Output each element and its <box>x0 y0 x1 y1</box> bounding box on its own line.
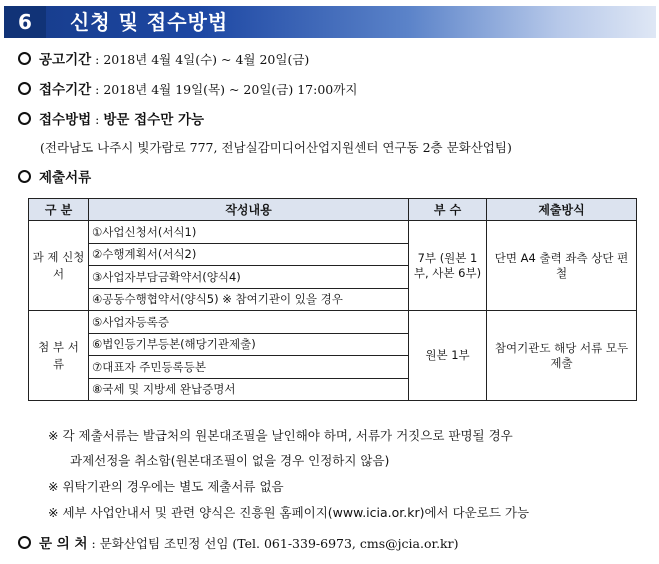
document-cell: ②수행계획서(서식2) <box>89 243 409 266</box>
copies-cell: 7부 (원본 1부, 사본 6부) <box>409 221 487 311</box>
application-method-value: 방문 접수만 가능 <box>103 112 205 128</box>
column-header: 부 수 <box>409 199 487 221</box>
bullet-icon <box>18 82 31 95</box>
document-cell: ⑦대표자 주민등록등본 <box>89 356 409 379</box>
category-cell: 첨 부 서 류 <box>29 311 89 401</box>
note-download: ※ 세부 사업안내서 및 관련 양식은 진흥원 홈페이지(www.icia.or.kr)에서 다운로드 가능 <box>48 505 530 520</box>
note-original-copy: ※ 각 제출서류는 발급처의 원본대조필을 날인해야 하며, 서류가 거짓으로 판명될 경우 <box>48 428 513 443</box>
documents-table <box>28 198 637 401</box>
documents-heading: 제출서류 <box>39 170 92 186</box>
method-cell: 참여기관도 해당 서류 모두 제출 <box>487 311 637 401</box>
bullet-icon <box>18 536 31 549</box>
application-period-row: 접수기간 : 2018년 4월 19일(목) ~ 20일(금) 17:00까지 <box>18 78 357 98</box>
note-consigned-agency: ※ 위탁기관의 경우에는 별도 제출서류 없음 <box>48 479 284 494</box>
column-header: 구 분 <box>29 199 89 221</box>
application-method-label: 접수방법 <box>39 112 92 128</box>
table-row <box>29 221 637 244</box>
bullet-icon <box>18 170 31 183</box>
contact-row: 문 의 처 : 문화산업팀 조민정 선임 (Tel. 061-339-6973, cms@jcia.or.kr) <box>18 532 458 552</box>
notice-period-label: 공고기간 <box>39 52 92 68</box>
document-cell: ⑥법인등기부등본(해당기관제출) <box>89 333 409 356</box>
submission-address: (전라남도 나주시 빛가람로 777, 전남실감미디어산업지원센터 연구동 2층 문화산업팀) <box>40 140 512 155</box>
document-cell: ①사업신청서(서식1) <box>89 221 409 244</box>
table-row <box>29 311 637 334</box>
bullet-icon <box>18 52 31 65</box>
document-cell: ⑧국세 및 지방세 완납증명서 <box>89 378 409 401</box>
application-method-row: 접수방법 : 방문 접수만 가능 <box>18 108 204 128</box>
table-header-row <box>29 199 637 221</box>
document-cell: ③사업자부담금확약서(양식4) <box>89 266 409 289</box>
section-number: 6 <box>4 6 46 38</box>
application-period-label: 접수기간 <box>39 82 92 98</box>
documents-heading-row <box>18 166 91 186</box>
method-cell: 단면 A4 출력 좌측 상단 편철 <box>487 221 637 311</box>
document-cell: ④공동수행협약서(양식5) ※ 참여기관이 있을 경우 <box>89 288 409 311</box>
notice-period-row: 공고기간 : 2018년 4월 4일(수) ~ 4월 20일(금) <box>18 48 309 68</box>
contact-value: 문화산업팀 조민정 선임 (Tel. 061-339-6973, cms@jcia.or.kr) <box>99 536 459 551</box>
column-header: 작성내용 <box>89 199 409 221</box>
note-original-copy-cont: 과제선정을 취소함(원본대조필이 없을 경우 인정하지 않음) <box>70 453 390 468</box>
document-cell: ⑤사업자등록증 <box>89 311 409 334</box>
application-period-value: 2018년 4월 19일(목) ~ 20일(금) 17:00까지 <box>103 82 358 97</box>
notice-period-value: 2018년 4월 4일(수) ~ 4월 20일(금) <box>103 52 310 67</box>
copies-cell: 원본 1부 <box>409 311 487 401</box>
bullet-icon <box>18 112 31 125</box>
contact-label: 문 의 처 <box>39 536 88 552</box>
column-header: 제출방식 <box>487 199 637 221</box>
section-title: 신청 및 접수방법 <box>70 10 229 34</box>
category-cell: 과 제 신청서 <box>29 221 89 311</box>
